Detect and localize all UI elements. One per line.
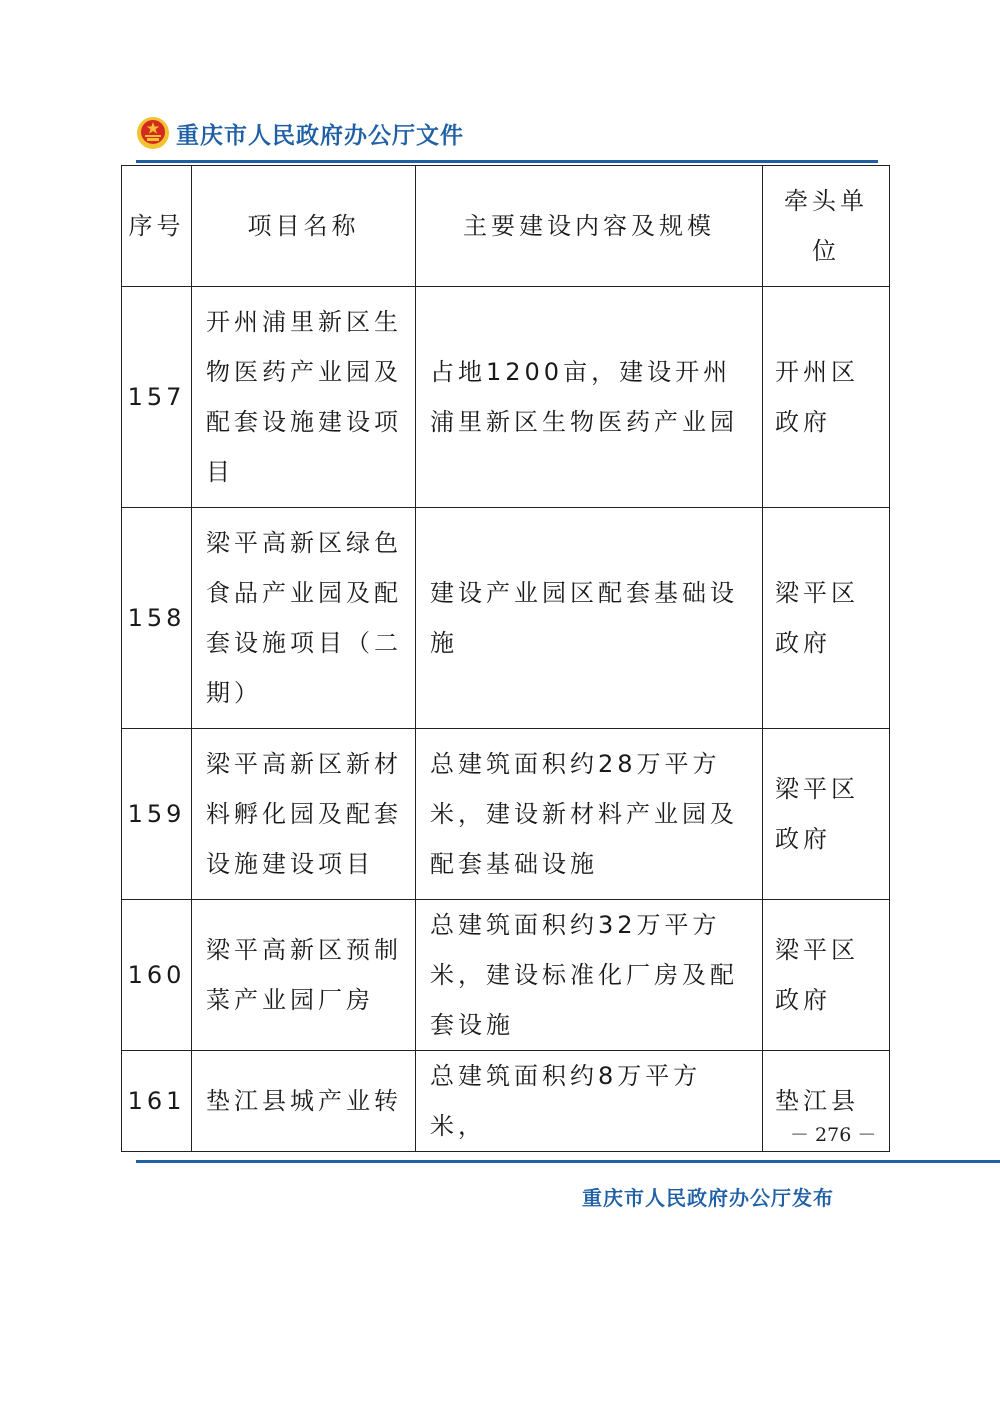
table-row bbox=[122, 508, 890, 729]
cell-lead-line2: 政府 bbox=[775, 986, 831, 1014]
footer-divider bbox=[136, 1160, 1000, 1163]
cell-content: 总建筑面积约8万平方米， bbox=[416, 1051, 763, 1152]
cell-name: 梁平高新区预制菜产业园厂房 bbox=[192, 900, 416, 1051]
cell-lead bbox=[763, 287, 890, 508]
cell-no: 161 bbox=[122, 1051, 192, 1152]
cell-name: 梁平高新区绿色食品产业园及配套设施项目（二期） bbox=[192, 508, 416, 729]
table-row bbox=[122, 900, 890, 1051]
cell-content: 占地1200亩，建设开州浦里新区生物医药产业园 bbox=[416, 287, 763, 508]
header-cell-content: 主要建设内容及规模 bbox=[416, 166, 763, 287]
cell-lead bbox=[763, 729, 890, 900]
cell-no: 160 bbox=[122, 900, 192, 1051]
cell-lead-line1: 垫江县 bbox=[775, 1087, 859, 1115]
footer-publisher: 重庆市人民政府办公厅发布 bbox=[582, 1186, 834, 1210]
header-lead-line2: 位 bbox=[812, 237, 840, 265]
page-number: － 276 － bbox=[790, 1124, 877, 1146]
header-divider bbox=[136, 160, 878, 163]
cell-no: 157 bbox=[122, 287, 192, 508]
header-cell-lead bbox=[763, 166, 890, 287]
table-row bbox=[122, 1051, 890, 1152]
cell-lead-line1: 开州区 bbox=[775, 358, 859, 386]
document-header bbox=[136, 112, 464, 154]
cell-lead-line1: 梁平区 bbox=[775, 775, 859, 803]
cell-lead-line2: 政府 bbox=[775, 408, 831, 436]
header-lead-line1: 牵头单 bbox=[784, 187, 868, 215]
cell-lead-line1: 梁平区 bbox=[775, 579, 859, 607]
cell-lead-line2: 政府 bbox=[775, 825, 831, 853]
cell-no: 158 bbox=[122, 508, 192, 729]
cell-lead bbox=[763, 900, 890, 1051]
cell-name: 开州浦里新区生物医药产业园及配套设施建设项目 bbox=[192, 287, 416, 508]
cell-lead-line1: 梁平区 bbox=[775, 936, 859, 964]
cell-name: 梁平高新区新材料孵化园及配套设施建设项目 bbox=[192, 729, 416, 900]
cell-lead bbox=[763, 508, 890, 729]
cell-no: 159 bbox=[122, 729, 192, 900]
cell-content: 建设产业园区配套基础设施 bbox=[416, 508, 763, 729]
cell-name: 垫江县城产业转 bbox=[192, 1051, 416, 1152]
project-table bbox=[121, 165, 890, 1152]
cell-content: 总建筑面积约28万平方米，建设新材料产业园及配套基础设施 bbox=[416, 729, 763, 900]
table-row bbox=[122, 287, 890, 508]
header-cell-no: 序号 bbox=[122, 166, 192, 287]
table-row bbox=[122, 729, 890, 900]
header-title: 重庆市人民政府办公厅文件 bbox=[176, 121, 464, 149]
national-emblem-icon bbox=[136, 116, 170, 150]
cell-lead-line2: 政府 bbox=[775, 629, 831, 657]
header-cell-name: 项目名称 bbox=[192, 166, 416, 287]
table-header-row bbox=[122, 166, 890, 287]
cell-content: 总建筑面积约32万平方米，建设标准化厂房及配套设施 bbox=[416, 900, 763, 1051]
